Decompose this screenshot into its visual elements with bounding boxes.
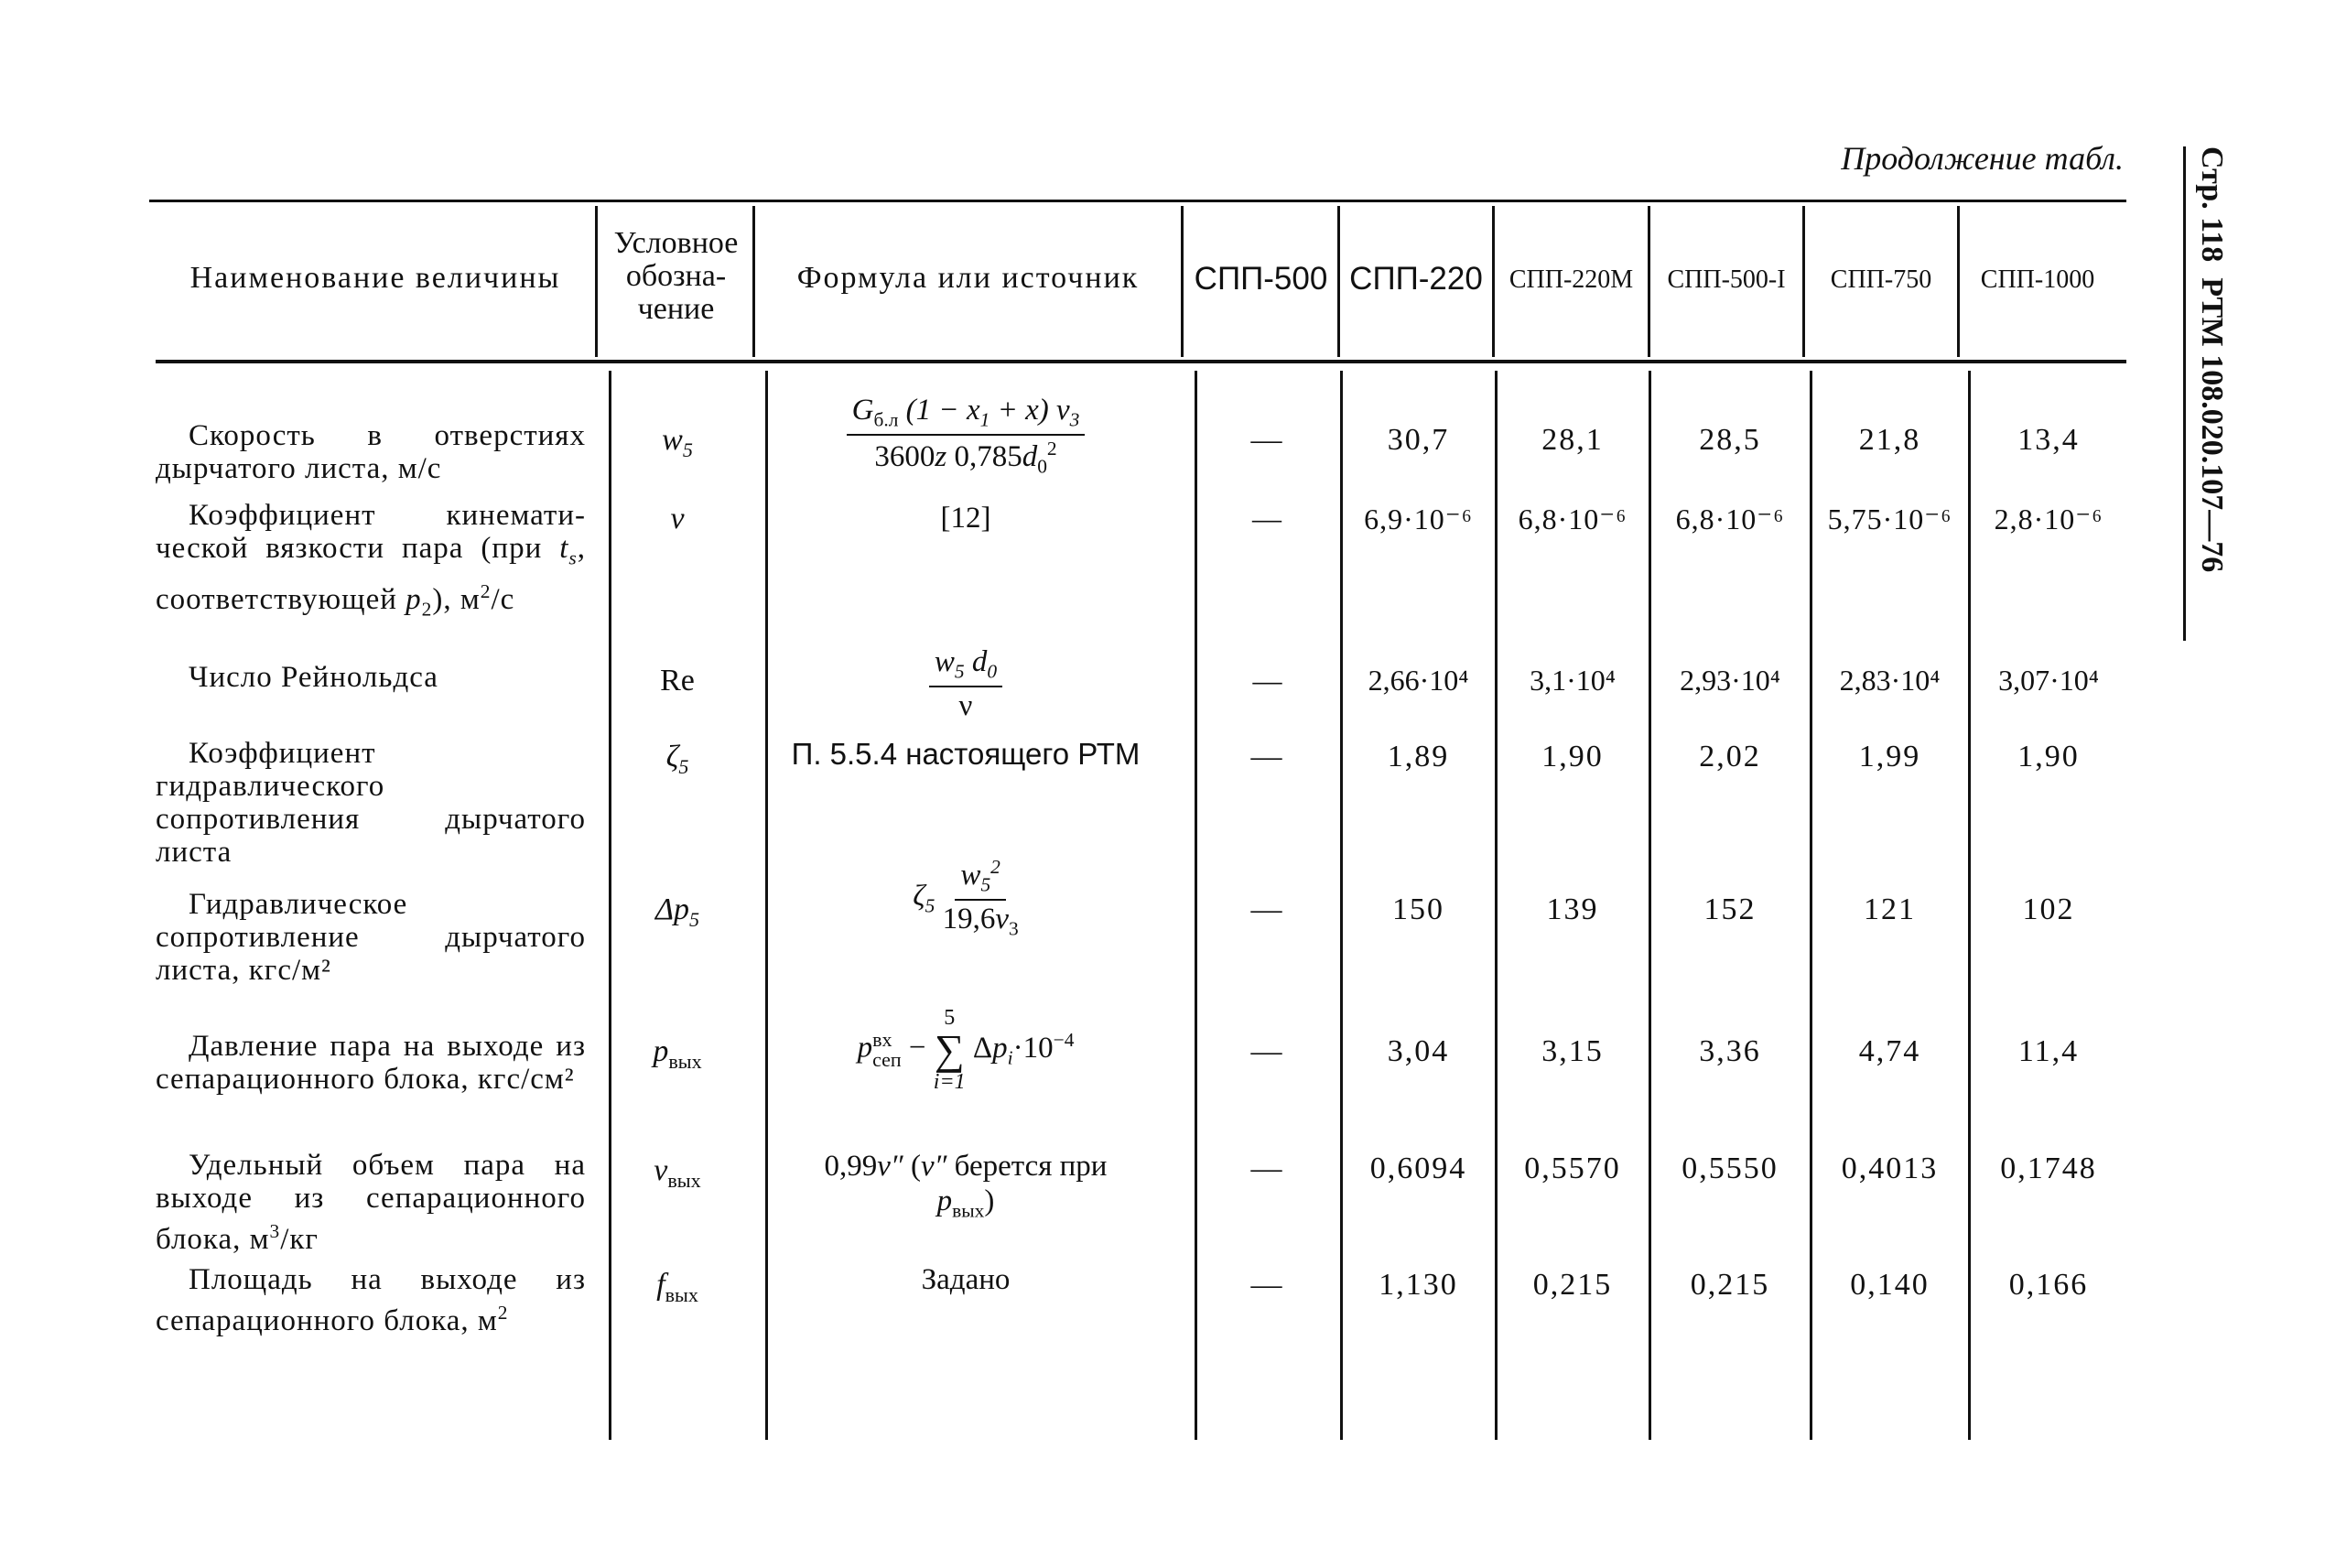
row-name xyxy=(156,419,586,485)
header-spp1000: СПП-1000 xyxy=(1980,265,2095,294)
row-symbol: $w_5$ xyxy=(662,423,693,461)
header-spp750: СПП-750 xyxy=(1830,265,1932,294)
table-cell-value: 1,99 xyxy=(1858,740,1921,773)
table-cell-value: 6,9·10⁻⁶ xyxy=(1364,503,1473,535)
row-name-text: Число Рейнольдса xyxy=(189,661,438,694)
row-symbol: ν xyxy=(670,502,685,535)
table-cell-value: — xyxy=(1250,1152,1284,1185)
row-formula: [12] xyxy=(940,502,991,535)
row-name-text: Давление пара на выходе из сепарационного блока, кгс/см² xyxy=(156,1030,586,1096)
header-formula: Формула или источник xyxy=(796,261,1140,295)
table-cell-value: 1,90 xyxy=(1541,740,1604,773)
table-cell-value: — xyxy=(1252,664,1282,697)
row-name-text: Гидравлическое сопротивление дырчатого листа, кгс/м² xyxy=(156,888,586,987)
table-cell-value: 3,1·10⁴ xyxy=(1530,664,1616,697)
table-cell-value: 1,90 xyxy=(2017,740,2080,773)
header-spp500: СПП-500 xyxy=(1194,261,1328,297)
table-cell-value: 0,4013 xyxy=(1841,1152,1939,1185)
table-cell-value: 5,75·10⁻⁶ xyxy=(1827,503,1952,535)
table-cell-value: 6,8·10⁻⁶ xyxy=(1675,503,1785,535)
row-name-text: Коэффициент гидравлического сопротивления дырчатого листа xyxy=(156,737,586,869)
row-symbol: $\Delta p_5$ xyxy=(654,892,699,931)
table-cell-value: 4,74 xyxy=(1858,1034,1921,1068)
table-cell-value: 139 xyxy=(1546,892,1599,926)
table-cell-value: 2,8·10⁻⁶ xyxy=(1994,503,2103,535)
table-cell-value: — xyxy=(1250,423,1284,457)
table-cell-value: 13,4 xyxy=(2017,423,2080,457)
row-formula: $\frac{G_{б.л} (1 - x_1 + x) v_3}{3600z 0,785d_0^2}$ xyxy=(760,394,1172,478)
table-cell-value: 0,5550 xyxy=(1682,1152,1779,1185)
table-cell-value: 3,04 xyxy=(1387,1034,1450,1068)
table-cell-value: 152 xyxy=(1703,892,1757,926)
table-cell-value: 28,5 xyxy=(1699,423,1761,457)
table-cell-value: — xyxy=(1250,892,1284,926)
side-page-label-text: Стр. 118 РТМ 108.020.107—76 xyxy=(2195,146,2229,573)
header-bottom-rule xyxy=(156,360,2126,363)
table-cell-value: 3,07·10⁴ xyxy=(1998,664,2099,697)
side-page-label xyxy=(2192,146,2229,659)
row-formula: Задано xyxy=(921,1263,1011,1296)
header-name: Наименование величины xyxy=(189,261,561,295)
table-cell-value: 2,02 xyxy=(1699,740,1761,773)
table-cell-value: 2,83·10⁴ xyxy=(1839,664,1941,697)
header-symbol: Условное обозна-чение xyxy=(613,226,739,326)
col-rule xyxy=(1181,206,1184,357)
table-cell-value: 2,66·10⁴ xyxy=(1368,664,1469,697)
table-cell-value: 3,36 xyxy=(1699,1034,1761,1068)
table-cell-value: 0,1748 xyxy=(2000,1152,2097,1185)
table-cell-value: — xyxy=(1250,1268,1284,1302)
table-cell-value: 30,7 xyxy=(1387,423,1450,457)
table-cell-value: 150 xyxy=(1392,892,1444,926)
row-symbol: $p_{вых}$ xyxy=(653,1034,702,1073)
side-rule xyxy=(2183,146,2186,641)
table-top-rule xyxy=(149,200,2126,202)
header-spp500-1: СПП-500-I xyxy=(1667,265,1786,294)
table-cell-value: 0,215 xyxy=(1532,1268,1613,1302)
row-name xyxy=(156,661,586,694)
row-symbol: $\zeta_5$ xyxy=(665,740,689,778)
table-cell-value: 28,1 xyxy=(1541,423,1604,457)
header-spp220: СПП-220 xyxy=(1349,261,1483,297)
row-symbol: $v_{вых}$ xyxy=(654,1153,701,1192)
row-formula: 0,99v″ (v″ берется при $p_{вых}$) xyxy=(824,1150,1108,1222)
row-formula: $\frac{w_5 d_0}{\nu}$ xyxy=(760,645,1172,723)
row-name xyxy=(156,1030,586,1096)
table-cell-value: 102 xyxy=(2022,892,2075,926)
table-cell-value: 121 xyxy=(1864,892,1916,926)
table-cell-value: 1,89 xyxy=(1387,740,1450,773)
row-formula: П. 5.5.4 настоящего РТМ xyxy=(791,737,1141,771)
table-cell-value: 2,93·10⁴ xyxy=(1680,664,1780,697)
table-cell-value: — xyxy=(1250,740,1284,773)
table-cell-value: 6,8·10⁻⁶ xyxy=(1518,503,1628,535)
row-name: Площадь на выходе из сепарационного блока, $м^2$ xyxy=(156,1263,586,1337)
table-cell-value: — xyxy=(1252,502,1282,535)
header-spp220m: СПП-220М xyxy=(1509,265,1634,294)
row-name xyxy=(156,888,586,987)
row-name-text: Скорость в отверстиях дырчатого листа, м/с xyxy=(156,419,586,485)
table-cell-value: 1,130 xyxy=(1379,1268,1458,1302)
table-cell-value: 3,15 xyxy=(1541,1034,1604,1068)
row-symbol: Re xyxy=(660,664,695,697)
row-name: Коэффициент кинемати-ческой вязкости пара (при $t_s$, соответствующей $p_2$), $м^2/с$ xyxy=(156,499,586,621)
table-cell-value: 0,215 xyxy=(1690,1268,1770,1302)
row-symbol: $f_{вых}$ xyxy=(656,1268,698,1306)
table-cell-value: — xyxy=(1250,1034,1284,1068)
col-rule xyxy=(595,206,598,357)
row-name xyxy=(156,737,586,869)
table-caption: Продолжение табл. xyxy=(1841,140,2124,177)
table-cell-value: 0,166 xyxy=(2008,1268,2089,1302)
table-cell-value: 0,6094 xyxy=(1369,1152,1467,1185)
row-name: Удельный объем пара на выходе из сепарационного блока, $м^3/кг$ xyxy=(156,1149,586,1256)
table-cell-value: 11,4 xyxy=(2017,1034,2080,1068)
table-cell-value: 21,8 xyxy=(1858,423,1921,457)
row-formula: $\zeta_5$ $\frac{w_5^2}{19,6v_3}$ xyxy=(913,856,1019,940)
table-cell-value: 0,140 xyxy=(1850,1268,1930,1302)
row-formula: p вх сеп − 5 ∑ i=1 $\Delta p_i\cdot 10^{-4}$ xyxy=(857,1006,1075,1094)
table-cell-value: 0,5570 xyxy=(1524,1152,1621,1185)
